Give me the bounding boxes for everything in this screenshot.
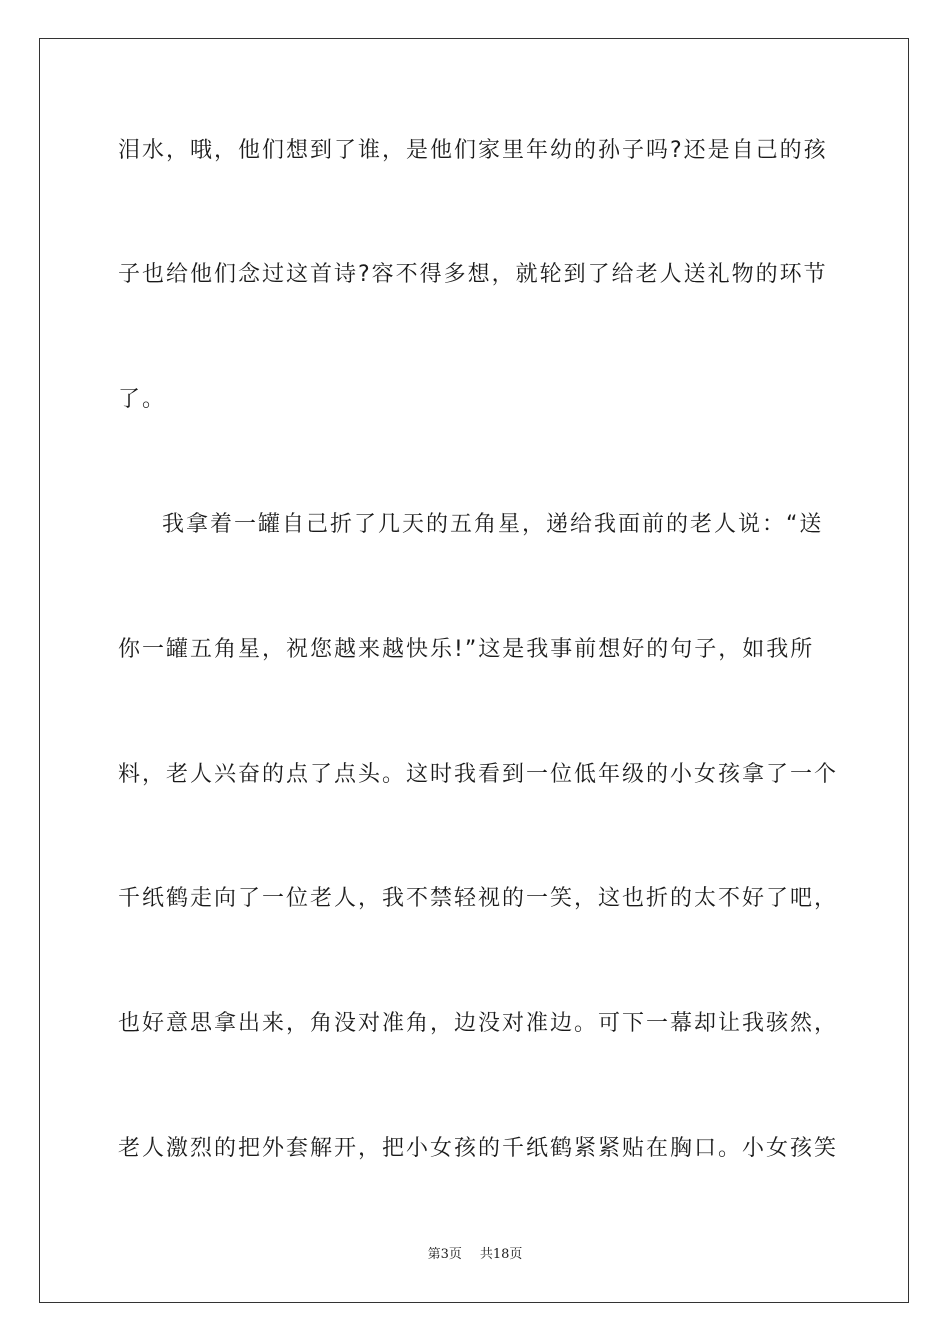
text-line-7: 千纸鹤走向了一位老人，我不禁轻视的一笑，这也折的太不好了吧， xyxy=(118,886,839,911)
text-line-3: 了。 xyxy=(118,387,167,412)
text-line-1: 泪水，哦，他们想到了谁，是他们家里年幼的孙子吗?还是自己的孩 xyxy=(118,138,828,163)
total-pages: 共18页 xyxy=(479,1247,523,1262)
text-line-2: 子也给他们念过这首诗?容不得多想，就轮到了给老人送礼物的环节 xyxy=(118,262,828,287)
text-line-8: 也好意思拿出来，角没对准角，边没对准边。可下一幕却让我骇然， xyxy=(118,1011,839,1036)
current-page-number: 第3页 xyxy=(427,1247,462,1262)
text-line-5: 你一罐五角星，祝您越来越快乐!”这是我事前想好的句子，如我所 xyxy=(118,637,815,662)
text-line-9: 老人激烈的把外套解开，把小女孩的千纸鹤紧紧贴在胸口。小女孩笑 xyxy=(118,1136,839,1161)
text-line-6: 料，老人兴奋的点了点头。这时我看到一位低年级的小女孩拿了一个 xyxy=(118,762,839,787)
text-line-4: 我拿着一罐自己折了几天的五角星，递给我面前的老人说：“送 xyxy=(162,512,824,537)
page-footer xyxy=(0,1246,950,1264)
page-frame xyxy=(39,38,909,1303)
